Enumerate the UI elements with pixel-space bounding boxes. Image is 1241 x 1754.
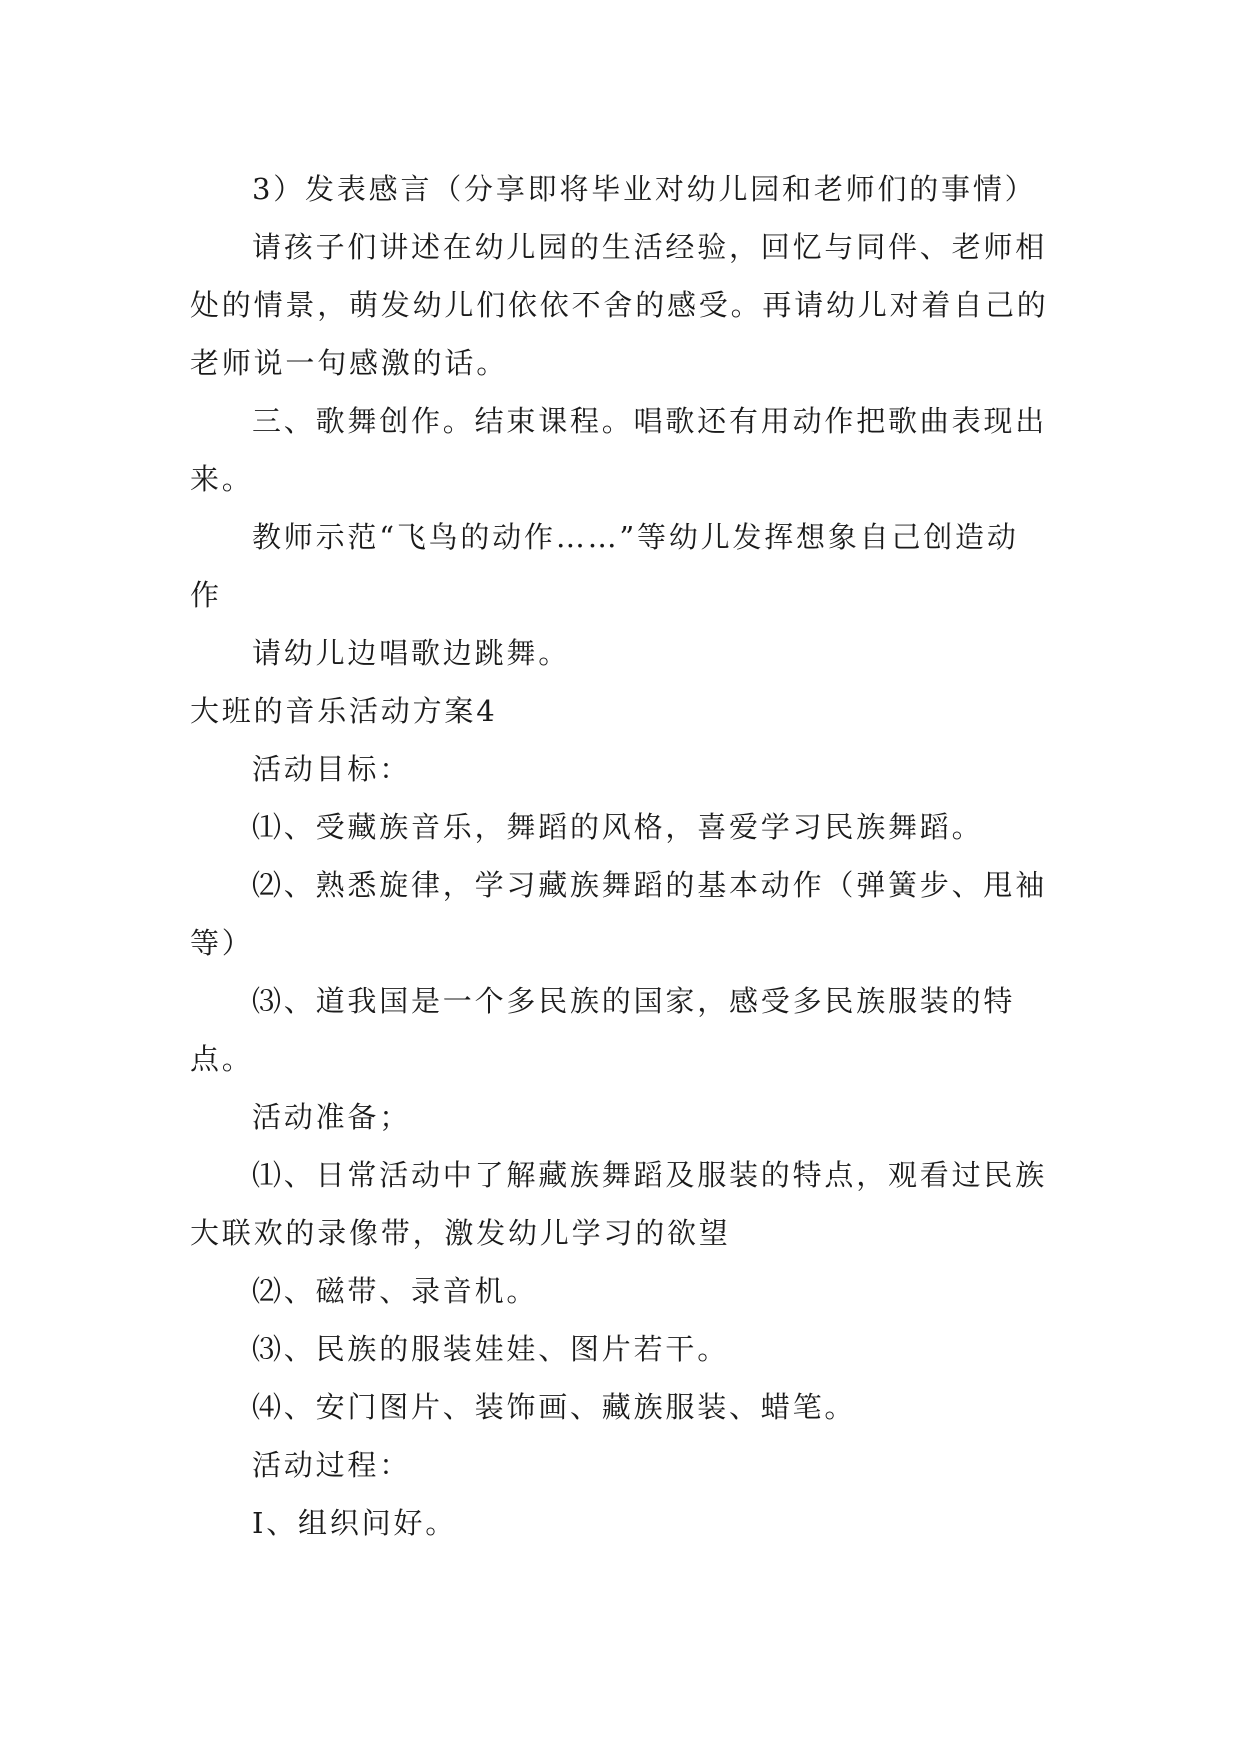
paragraph-goal-1: ⑴、受藏族音乐，舞蹈的风格，喜爱学习民族舞蹈。 bbox=[252, 810, 984, 844]
paragraph-process-heading: 活动过程： bbox=[252, 1448, 412, 1482]
paragraph-preparation-2: ⑵、磁带、录音机。 bbox=[252, 1274, 539, 1308]
paragraph-preparation-heading: 活动准备； bbox=[252, 1100, 412, 1134]
paragraph-preparation-3: ⑶、民族的服装娃娃、图片若干。 bbox=[252, 1332, 730, 1366]
paragraph-teacher-demo: 教师示范“飞鸟的动作……”等幼儿发挥想象自己创造动作 bbox=[190, 520, 1019, 612]
paragraph-goals-heading: 活动目标： bbox=[252, 752, 412, 786]
paragraph-process-1: Ⅰ、组织问好。 bbox=[252, 1506, 458, 1540]
paragraph-preparation-1: ⑴、日常活动中了解藏族舞蹈及服装的特点，观看过民族大联欢的录像带，激发幼儿学习的欲望 bbox=[190, 1158, 1048, 1250]
section-heading: 大班的音乐活动方案4 bbox=[190, 694, 498, 728]
paragraph-sing-and-dance: 请幼儿边唱歌边跳舞。 bbox=[252, 636, 571, 670]
paragraph-preparation-4: ⑷、安门图片、装饰画、藏族服装、蜡笔。 bbox=[252, 1390, 857, 1424]
paragraph-recall-experience: 请孩子们讲述在幼儿园的生活经验，回忆与同伴、老师相处的情景，萌发幼儿们依依不舍的感受。再请幼儿对着自己的老师说一句感激的话。 bbox=[190, 230, 1049, 380]
paragraph-goal-2: ⑵、熟悉旋律，学习藏族舞蹈的基本动作（弹簧步、甩袖等） bbox=[190, 868, 1048, 960]
paragraph-song-dance-creation: 三、歌舞创作。结束课程。唱歌还有用动作把歌曲表现出来。 bbox=[190, 404, 1048, 496]
paragraph-goal-3: ⑶、道我国是一个多民族的国家，感受多民族服装的特点。 bbox=[190, 984, 1016, 1076]
document-body bbox=[190, 160, 1050, 1552]
paragraph-speech: 3）发表感言（分享即将毕业对幼儿园和老师们的事情） bbox=[252, 172, 1037, 206]
